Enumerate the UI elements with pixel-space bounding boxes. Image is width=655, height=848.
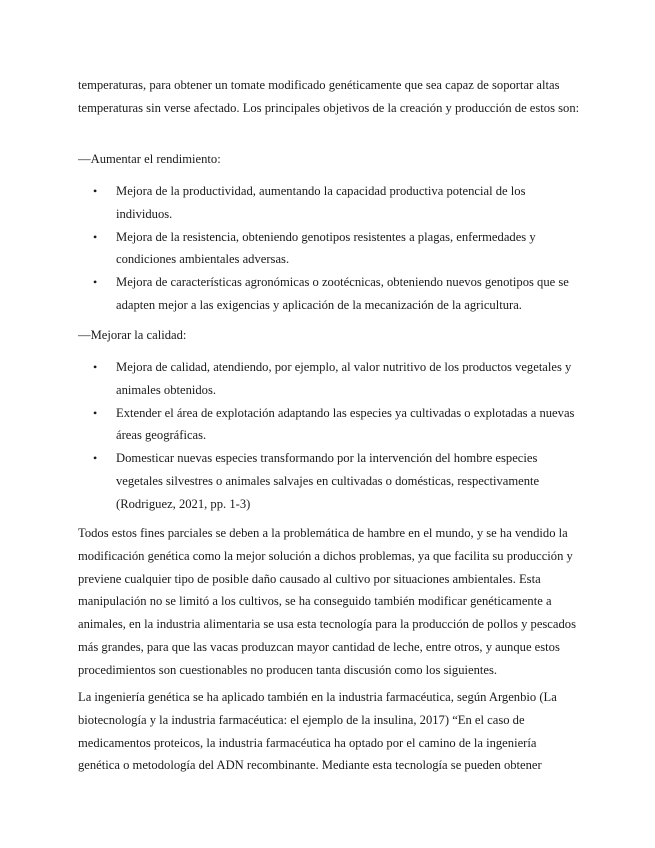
list-item-text: Mejora de calidad, atendiendo, por ejemplo, al valor nutritivo de los productos vegetales y animales obtenidos. [116, 360, 572, 397]
section-heading-calidad: ―Mejorar la calidad: [78, 328, 187, 342]
list-item-text: Domesticar nuevas especies transformando por la intervención del hombre especies vegetales silvestres o animales salvajes en cultivadas o domésticas, respectivamente (Rodriguez, 2021, pp. 1-3) [116, 451, 540, 511]
list-item-text: Extender el área de explotación adaptando las especies ya cultivadas o explotadas a nuevas áreas geográficas. [116, 405, 575, 443]
list-item-text: Mejora de características agronómicas o zootécnicas, obteniendo nuevos genotipos que se adapten mejor a las exigencias y aplicación de la mecanización de la agricultura. [116, 275, 569, 312]
intro-paragraph: temperaturas, para obtener un tomate modificado genéticamente que sea capaz de soportar altas temperaturas sin verse afectado. Los principales objetivos de la creación y producción de estos son: [78, 78, 580, 115]
bullet-icon: • [93, 184, 98, 198]
body-paragraph-fines: Todos estos fines parciales se deben a la problemática de hambre en el mundo, y se ha vendido la modificación genética como la mejor solución a dichos problemas, ya que facilita su producción y previene cualquier tipo de posible daño causado al cultivo por situaciones ambientales. Esta manipulación no se limitó a los cultivos, se ha conseguido también modificar genéticamente a animales, en la industria alimentaria se usa esta tecnología para la producción de pollos y pescados más grandes, para que las vacas produzcan mayor cantidad de leche, entre otros, y aunque estos procedimientos son cuestionables no producen tanta discusión como los siguientes. [78, 526, 576, 677]
list-item [78, 226, 580, 272]
list-item-text: Mejora de la resistencia, obteniendo genotipos resistentes a plagas, enfermedades y condiciones ambientales adversas. [116, 229, 536, 267]
calidad-list [78, 356, 580, 516]
bullet-icon: • [93, 360, 98, 374]
list-item [78, 402, 580, 448]
bullet-icon: • [93, 229, 98, 244]
bullet-icon: • [93, 451, 98, 466]
list-item [78, 180, 580, 226]
list-item [78, 447, 580, 515]
bullet-icon: • [93, 405, 98, 420]
list-item-text: Mejora de la productividad, aumentando la capacidad productiva potencial de los individuos. [116, 184, 526, 221]
list-item [78, 356, 580, 402]
rendimiento-list [78, 180, 580, 317]
bullet-icon: • [93, 275, 98, 290]
section-heading-rendimiento: ―Aumentar el rendimiento: [78, 152, 221, 166]
body-paragraph-farmaceutica: La ingeniería genética se ha aplicado también en la industria farmacéutica, según Argenbio (La biotecnología y la industria farmacéutica: el ejemplo de la insulina, 2017) “En el caso de medicamentos proteicos, la industria farmacéutica ha optado por el camino de la ingeniería genética o metodología del ADN recombinante. Mediante esta tecnología se pueden obtener [78, 690, 557, 773]
list-item [78, 271, 580, 317]
